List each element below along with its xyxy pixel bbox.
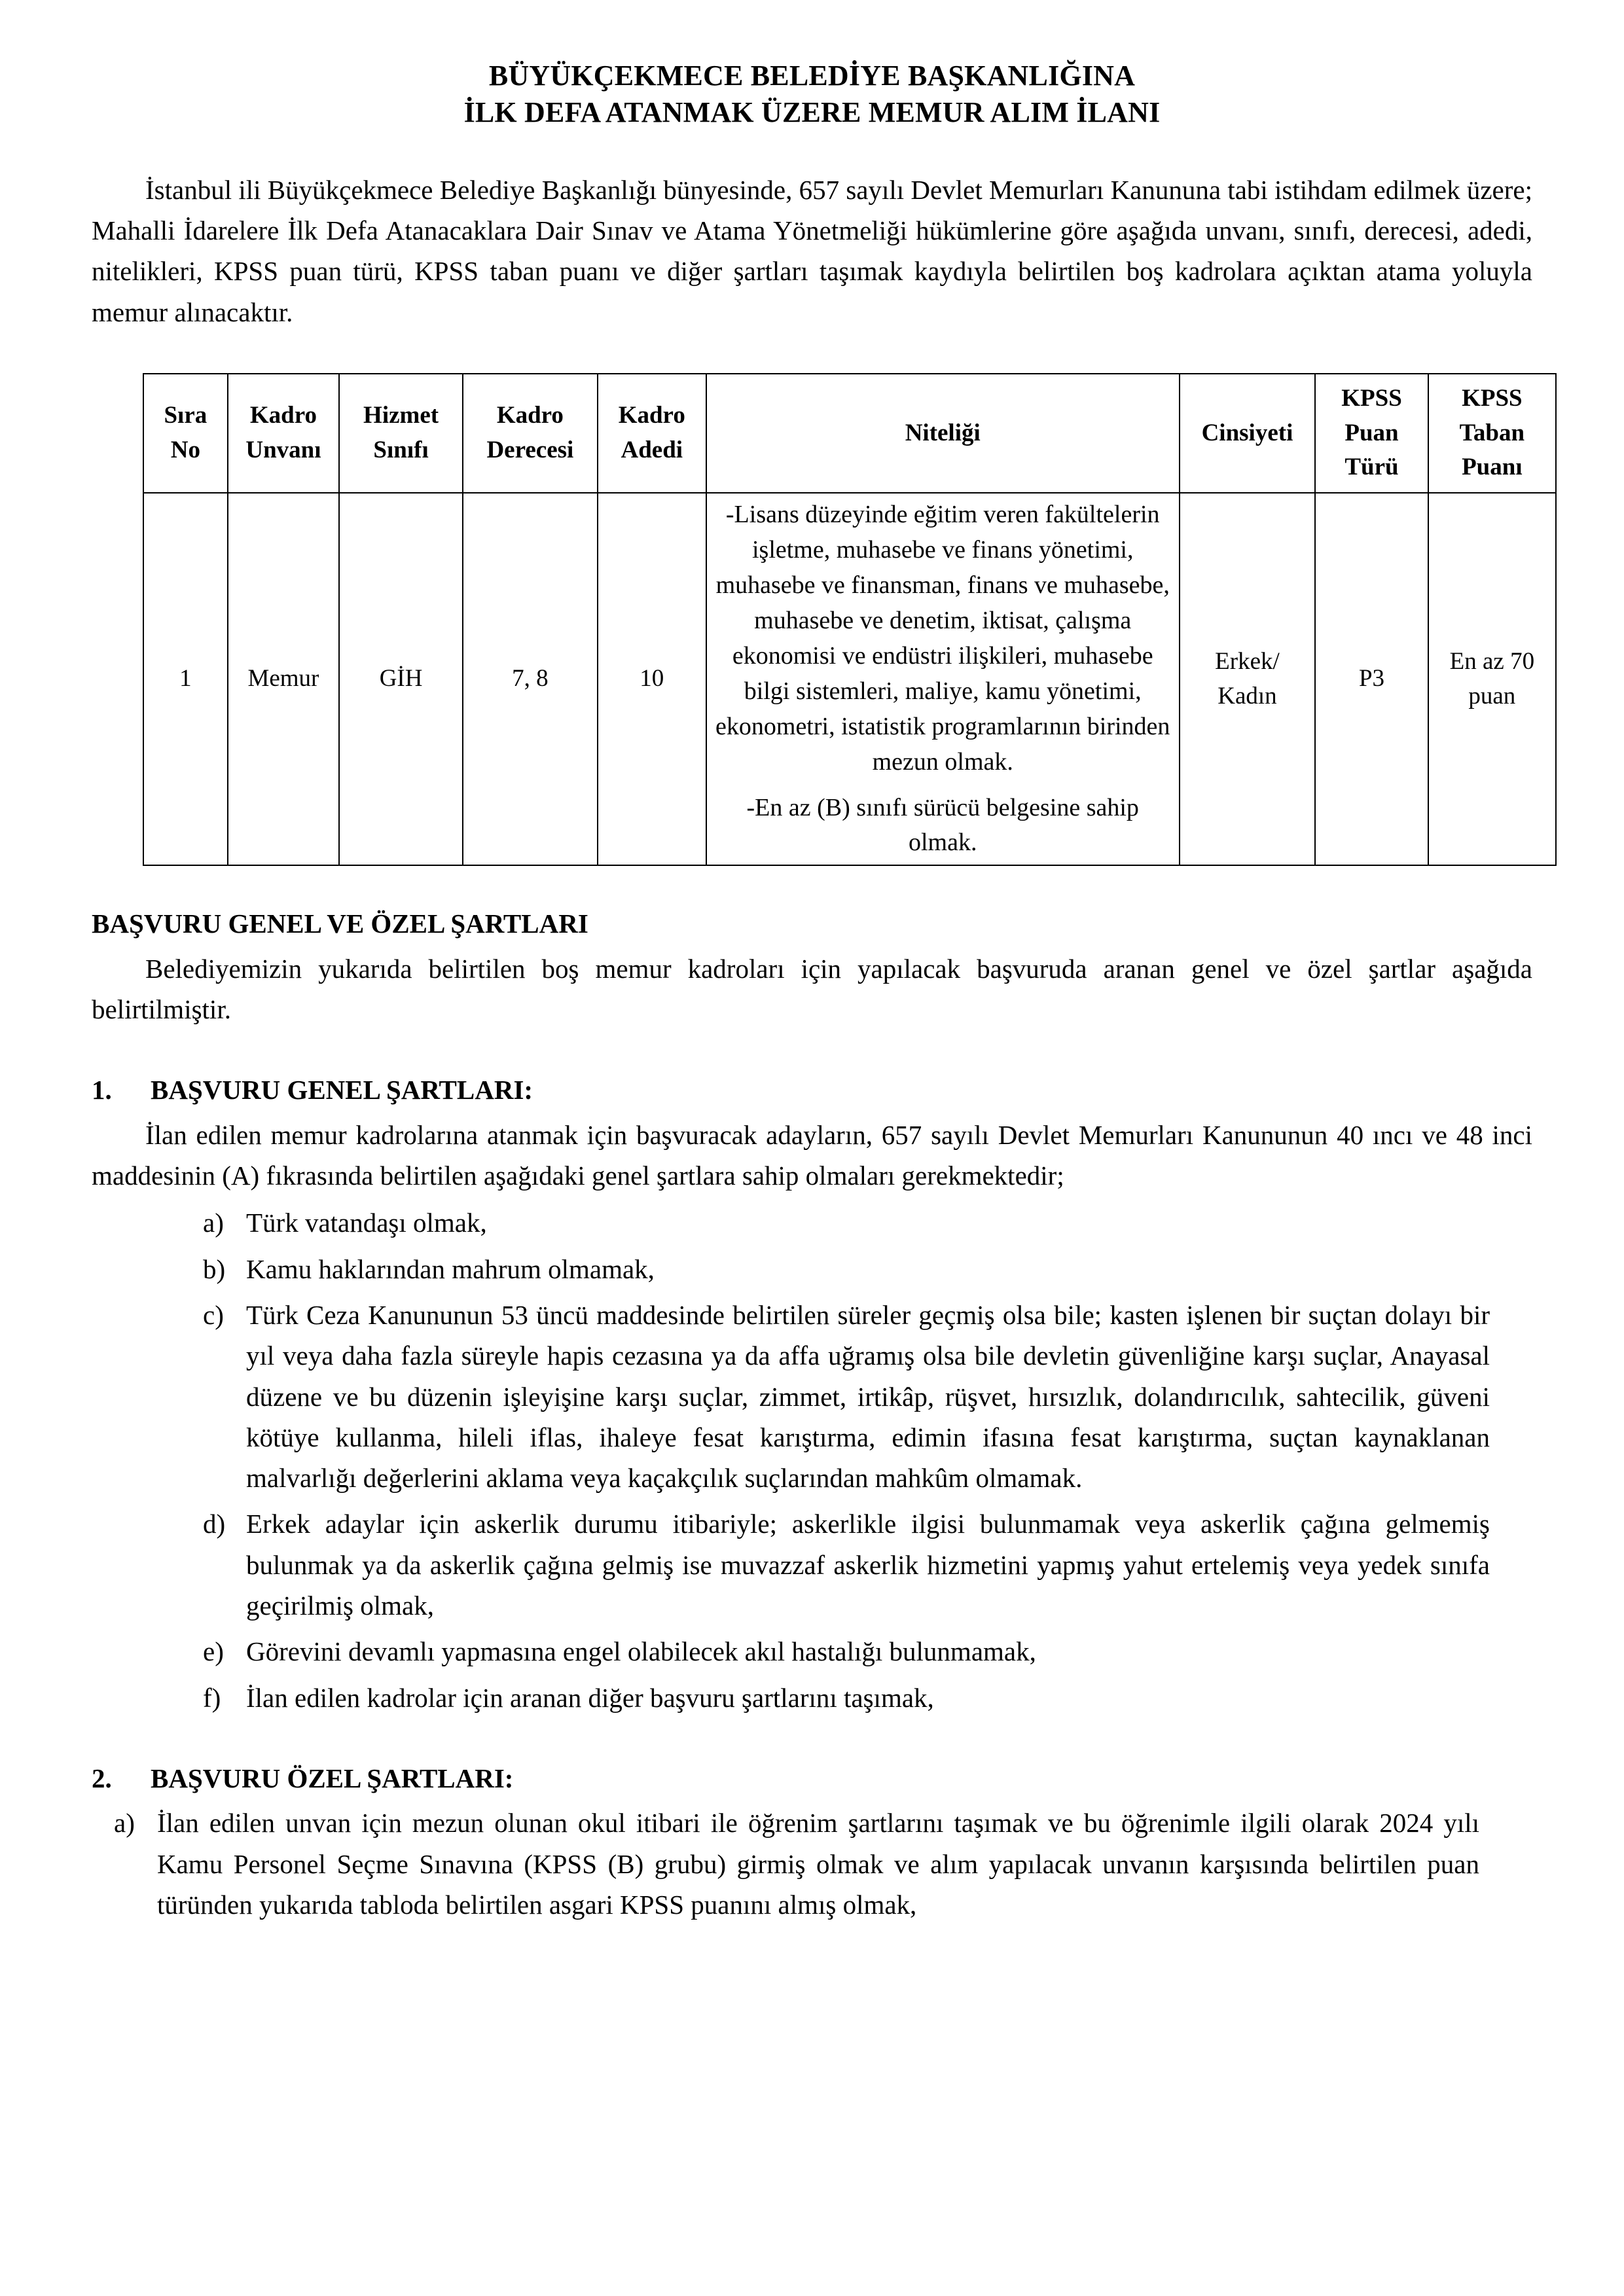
list-item-text: Türk vatandaşı olmak, (246, 1208, 487, 1238)
title-line-2: İLK DEFA ATANMAK ÜZERE MEMUR ALIM İLANI (463, 96, 1161, 129)
list-item (203, 1202, 1532, 1243)
list-item (203, 1503, 1532, 1626)
cell-kadro-unvani: Memur (228, 493, 339, 866)
cell-kadro-adedi: 10 (598, 493, 706, 866)
cell-kpss-puan-turu: P3 (1315, 493, 1428, 866)
list-item (203, 1295, 1532, 1499)
list-item (114, 1803, 1532, 1925)
cell-sira-no: 1 (143, 493, 228, 866)
column-header-kadro-unvani: Kadro Unvanı (228, 374, 339, 493)
cell-hizmet-sinifi: GİH (339, 493, 463, 866)
section-label-2: BAŞVURU ÖZEL ŞARTLARI: (151, 1763, 514, 1793)
list-item-text: Erkek adaylar için askerlik durumu itibariyle; askerlikle ilgisi bulunmamak veya askerlik çağına gelmemiş bulunmak ya da askerlik çağına gelmiş ise muvazzaf askerlik hizmetini yapmış yahut ertelemiş veya yedek sınıfa geçirilmiş olmak, (246, 1509, 1490, 1621)
list-item (203, 1677, 1532, 1718)
list-marker: a) (114, 1808, 135, 1839)
column-header-kpss-taban-puani: KPSS Taban Puanı (1428, 374, 1556, 493)
column-header-kpss-puan-turu: KPSS Puan Türü (1315, 374, 1428, 493)
section-heading-basvuru-ozel-sartlari (92, 1761, 1532, 1796)
cell-kpss-taban-puani: En az 70 puan (1428, 493, 1556, 866)
column-header-sira-no: Sıra No (143, 374, 228, 493)
column-header-cinsiyeti: Cinsiyeti (1180, 374, 1316, 493)
list-item (203, 1249, 1532, 1289)
list-marker: a) (203, 1208, 224, 1238)
cell-niteligi (706, 493, 1180, 866)
list-item (203, 1631, 1532, 1672)
section-heading-basvuru-genel-sartlari (92, 1073, 1532, 1107)
section-label-1: BAŞVURU GENEL ŞARTLARI: (151, 1075, 533, 1105)
nitelik-item-1: -Lisans düzeyinde eğitim veren fakültelerin işletme, muhasebe ve finans yönetimi, muhasebe ve finansman, finans ve muhasebe, muhasebe ve denetim, iktisat, çalışma ekonomisi ve endüstri ilişkileri, muhasebe bilgi sistemleri, maliye, kamu yönetimi, ekonometri, istatistik programlarının birinden mezun olmak. (715, 500, 1170, 776)
list-marker: e) (203, 1636, 224, 1667)
list-item-text: İlan edilen unvan için mezun olunan okul itibari ile öğrenim şartlarını taşımak ve bu öğrenimle ilgili olarak 2024 yılı Kamu Personel Seçme Sınavına (KPSS (B) grubu) girmiş olmak ve alım yapılacak unvanın karşısında belirtilen puan türünden yukarıda tabloda belirtilen asgari KPSS puanını almış olmak, (157, 1808, 1479, 1920)
list-item-text: İlan edilen kadrolar için aranan diğer başvuru şartlarını taşımak, (246, 1682, 934, 1713)
table-header-row (143, 374, 1556, 493)
list-marker: d) (203, 1509, 226, 1539)
list-marker: b) (203, 1253, 226, 1284)
section-number-2: 2. (92, 1763, 112, 1793)
section-heading-genel-ozel-sartlari: BAŞVURU GENEL VE ÖZEL ŞARTLARI (92, 908, 588, 939)
table-row (143, 493, 1556, 866)
paragraph-genel-sartlari: İlan edilen memur kadrolarına atanmak için başvuracak adayların, 657 sayılı Devlet Memurları Kanununun 40 ıncı ve 48 inci maddesinin (A) fıkrasında belirtilen aşağıdaki genel şartlara sahip olmaları gerekmektedir; (92, 1119, 1532, 1191)
page-title (92, 58, 1532, 132)
column-header-hizmet-sinifi: Hizmet Sınıfı (339, 374, 463, 493)
list-item-text: Türk Ceza Kanununun 53 üncü maddesinde belirtilen süreler geçmiş olsa bile; kasten işlenen bir suçtan dolayı bir yıl veya daha fazla süreyle hapis cezasına ya da affa uğramış olsa bile devletin güvenliğine karşı suçlar, Anayasal düzene ve bu düzenin işleyişine karşı suçlar, zimmet, irtikâp, rüşvet, hırsızlık, dolandırıcılık, sahtecilik, güveni kötüye kullanma, hileli iflas, ihaleye fesat karıştırma, edimin ifasına fesat karıştırma, suçtan kaynaklanan malvarlığı değerlerini aklama veya kaçakçılık suçlarından mahkûm olmamak. (246, 1299, 1490, 1494)
list-ozel-sartlari (114, 1803, 1532, 1925)
intro-paragraph: İstanbul ili Büyükçekmece Belediye Başkanlığı bünyesinde, 657 sayılı Devlet Memurları Kanununa tabi istihdam edilmek üzere; Mahalli İdarelere İlk Defa Atanacaklara Dair Sınav ve Atama Yönetmeliği hükümlerine göre aşağıda unvanı, sınıfı, derecesi, adedi, nitelikleri, KPSS puan türü, KPSS taban puanı ve diğer şartları taşımak kaydıyla belirtilen boş kadrolara açıktan atama yoluyla memur alınacaktır. (92, 174, 1532, 327)
list-marker: c) (203, 1299, 224, 1330)
column-header-niteligi: Niteliği (706, 374, 1180, 493)
column-header-kadro-derecesi: Kadro Derecesi (463, 374, 598, 493)
column-header-kadro-adedi: Kadro Adedi (598, 374, 706, 493)
list-marker: f) (203, 1682, 221, 1713)
cell-cinsiyeti: Erkek/ Kadın (1180, 493, 1316, 866)
paragraph-genel-ozel-sartlari: Belediyemizin yukarıda belirtilen boş memur kadroları için yapılacak başvuruda aranan genel ve özel şartlar aşağıda belirtilmiştir. (92, 953, 1532, 1025)
title-line-1: BÜYÜKÇEKMECE BELEDİYE BAŞKANLIĞINA (488, 60, 1136, 92)
list-item-text: Kamu haklarından mahrum olmamak, (246, 1253, 655, 1284)
section-number-1: 1. (92, 1075, 112, 1105)
kadro-table (143, 373, 1557, 867)
list-genel-sartlari (203, 1202, 1532, 1718)
cell-kadro-derecesi: 7, 8 (463, 493, 598, 866)
nitelik-item-2: -En az (B) sınıfı sürücü belgesine sahip olmak. (746, 793, 1139, 857)
list-item-text: Görevini devamlı yapmasına engel olabilecek akıl hastalığı bulunmamak, (246, 1636, 1036, 1667)
